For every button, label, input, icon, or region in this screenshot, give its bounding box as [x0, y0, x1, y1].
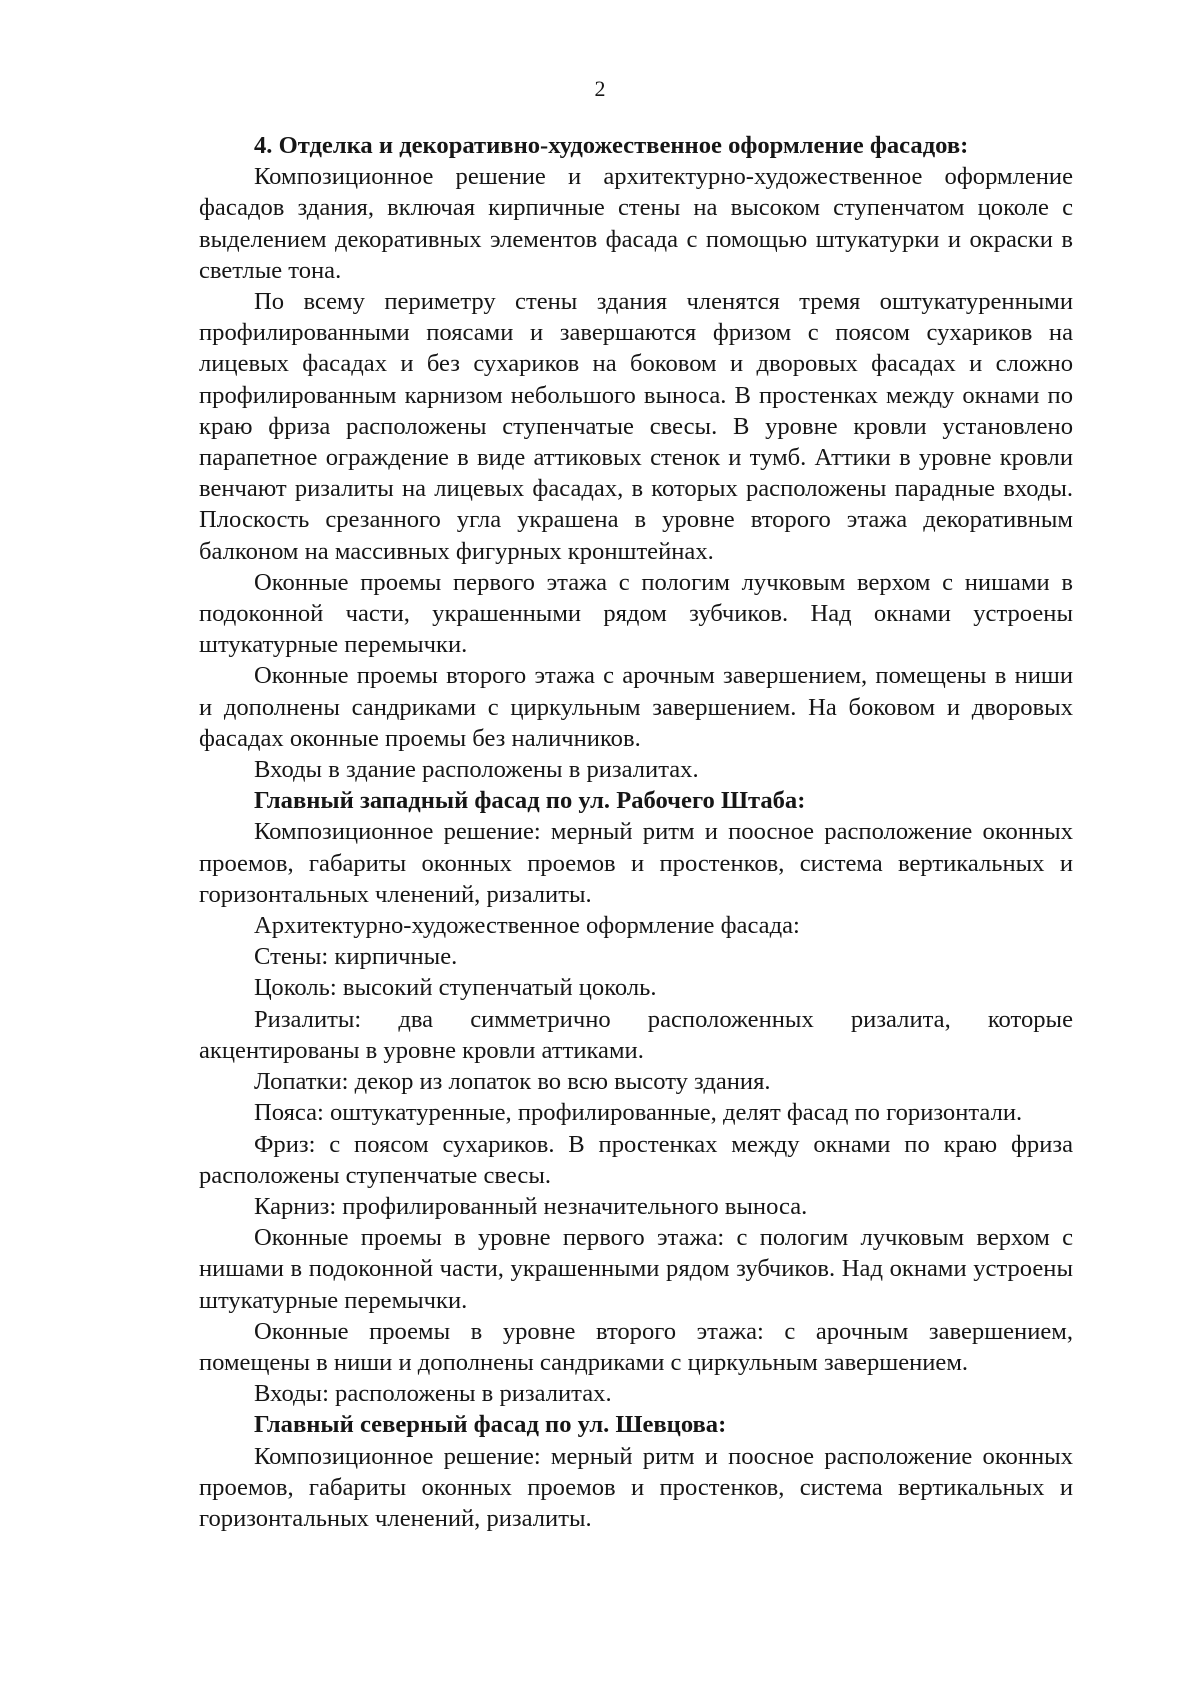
paragraph: Стены: кирпичные.: [254, 943, 458, 971]
paragraph: Ризалиты: два симметрично расположенных ризалита, которые акцентированы в уровне кровли аттиками.: [199, 1005, 1073, 1064]
paragraph: Композиционное решение и архитектурно-художественное оформление фасадов здания, включая кирпичные стены на высоком ступенчатом цоколе с выделением декоративных элементов фасада с помощью штукатурки и окраски в светлые тона.: [199, 163, 1073, 284]
paragraph: Пояса: оштукатуренные, профилированные, делят фасад по горизонтали.: [254, 1099, 1023, 1127]
paragraph: Лопатки: декор из лопаток во всю высоту здания.: [254, 1068, 771, 1096]
paragraph: Входы: расположены в ризалитах.: [254, 1380, 612, 1408]
paragraph: Оконные проемы первого этажа с пологим лучковым верхом с нишами в подоконной части, украшенными рядом зубчиков. Над окнами устроены штукатурные перемычки.: [199, 568, 1073, 659]
paragraph: Оконные проемы в уровне второго этажа: с арочным завершением, помещены в ниши и дополнены сандриками с циркульным завершением.: [199, 1317, 1073, 1376]
paragraph: Композиционное решение: мерный ритм и поосное расположение оконных проемов, габариты оконных проемов и простенков, система вертикальных и горизонтальных членений, ризалиты.: [199, 1442, 1073, 1532]
document-body: [199, 130, 1073, 1534]
section-heading: 4. Отделка и декоративно-художественное оформление фасадов:: [254, 132, 969, 159]
page-number: 2: [594, 76, 606, 101]
paragraph: Архитектурно-художественное оформление фасада:: [254, 912, 800, 940]
paragraph: Фриз: с поясом сухариков. В простенках между окнами по краю фриза расположены ступенчатые свесы.: [199, 1130, 1073, 1189]
paragraph: По всему периметру стены здания членятся тремя оштукатуренными профилированными поясами и завершаются фризом с поясом сухариков на лицевых фасадах и без сухариков на боковом и дворовых фасадах и сложно профилированным карнизом небольшого выноса. В простенках между окнами по краю фриза расположены ступенчатые свесы. В уровне кровли установлено парапетное ограждение в виде аттиковых стенок и тумб. Аттики в уровне кровли венчают ризалиты на лицевых фасадах, в которых расположены парадные входы. Плоскость срезанного угла украшена в уровне второго этажа декоративным балконом на массивных фигурных кронштейнах.: [199, 288, 1073, 565]
subsection-heading: Главный западный фасад по ул. Рабочего Штаба:: [254, 787, 806, 815]
paragraph: Карниз: профилированный незначительного выноса.: [254, 1192, 808, 1220]
paragraph: Оконные проемы в уровне первого этажа: с пологим лучковым верхом с нишами в подоконной части, украшенными рядом зубчиков. Над окнами устроены штукатурные перемычки.: [199, 1224, 1073, 1314]
subsection-heading: Главный северный фасад по ул. Шевцова:: [254, 1411, 727, 1439]
paragraph: Входы в здание расположены в ризалитах.: [254, 756, 699, 784]
paragraph: Композиционное решение: мерный ритм и поосное расположение оконных проемов, габариты оконных проемов и простенков, система вертикальных и горизонтальных членений, ризалиты.: [199, 818, 1073, 908]
paragraph: Цоколь: высокий ступенчатый цоколь.: [254, 974, 657, 1002]
paragraph: Оконные проемы второго этажа с арочным завершением, помещены в ниши и дополнены сандриками с циркульным завершением. На боковом и дворовых фасадах оконные проемы без наличников.: [199, 662, 1073, 752]
